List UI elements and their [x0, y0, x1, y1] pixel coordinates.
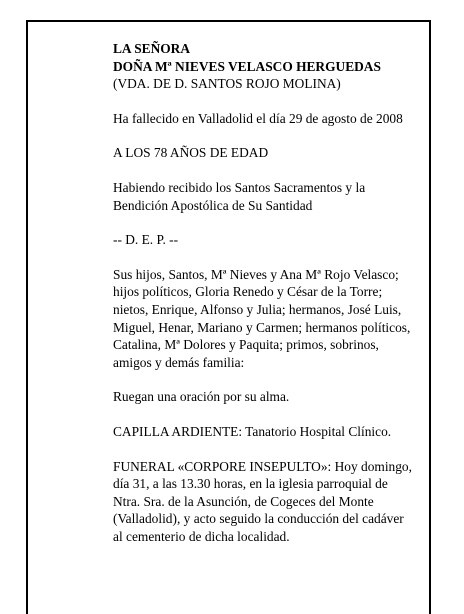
funeral-line: día 31, a las 13.30 horas, en la iglesia parroquial de [113, 476, 388, 492]
family-line: Sus hijos, Santos, Mª Nieves y Ana Mª Rojo Velasco; [113, 266, 399, 282]
family-line: hijos políticos, Gloria Renedo y César de la Torre; [113, 284, 383, 300]
obituary-text [113, 40, 425, 545]
family-line: Catalina, Mª Dolores y Paquita; primos, sobrinos, [113, 337, 379, 353]
funeral-line: FUNERAL «CORPORE INSEPULTO»: Hoy domingo, [113, 458, 412, 474]
funeral-line: al cementerio de dicha localidad. [113, 528, 290, 544]
sacraments-line-1: Habiendo recibido los Santos Sacramentos y la [113, 179, 366, 195]
rip-line: -- D. E. P. -- [113, 232, 179, 248]
chapel-line: CAPILLA ARDIENTE: Tanatorio Hospital Clínico. [113, 423, 392, 439]
funeral-line: (Valladolid), y acto seguido la conducción del cadáver [113, 511, 404, 527]
obituary-title-line-2: DOÑA Mª NIEVES VELASCO HERGUEDAS [113, 58, 381, 74]
sacraments-line-2: Bendición Apostólica de Su Santidad [113, 197, 313, 213]
death-notice: Ha fallecido en Valladolid el día 29 de agosto de 2008 [113, 110, 403, 126]
family-line: amigos y demás familia: [113, 354, 245, 370]
age-line: A LOS 78 AÑOS DE EDAD [113, 145, 269, 161]
obituary-title-line-1: LA SEÑORA [113, 41, 191, 56]
widow-of-line: (VDA. DE D. SANTOS ROJO MOLINA) [113, 76, 341, 92]
family-line: Miguel, Henar, Mariano y Carmen; hermanos políticos, [113, 319, 411, 335]
funeral-line: Ntra. Sra. de la Asunción, de Cogeces del Monte [113, 493, 374, 509]
family-line: nietos, Enrique, Alfonso y Julia; hermanos, José Luis, [113, 301, 402, 317]
prayer-request: Ruegan una oración por su alma. [113, 389, 290, 405]
